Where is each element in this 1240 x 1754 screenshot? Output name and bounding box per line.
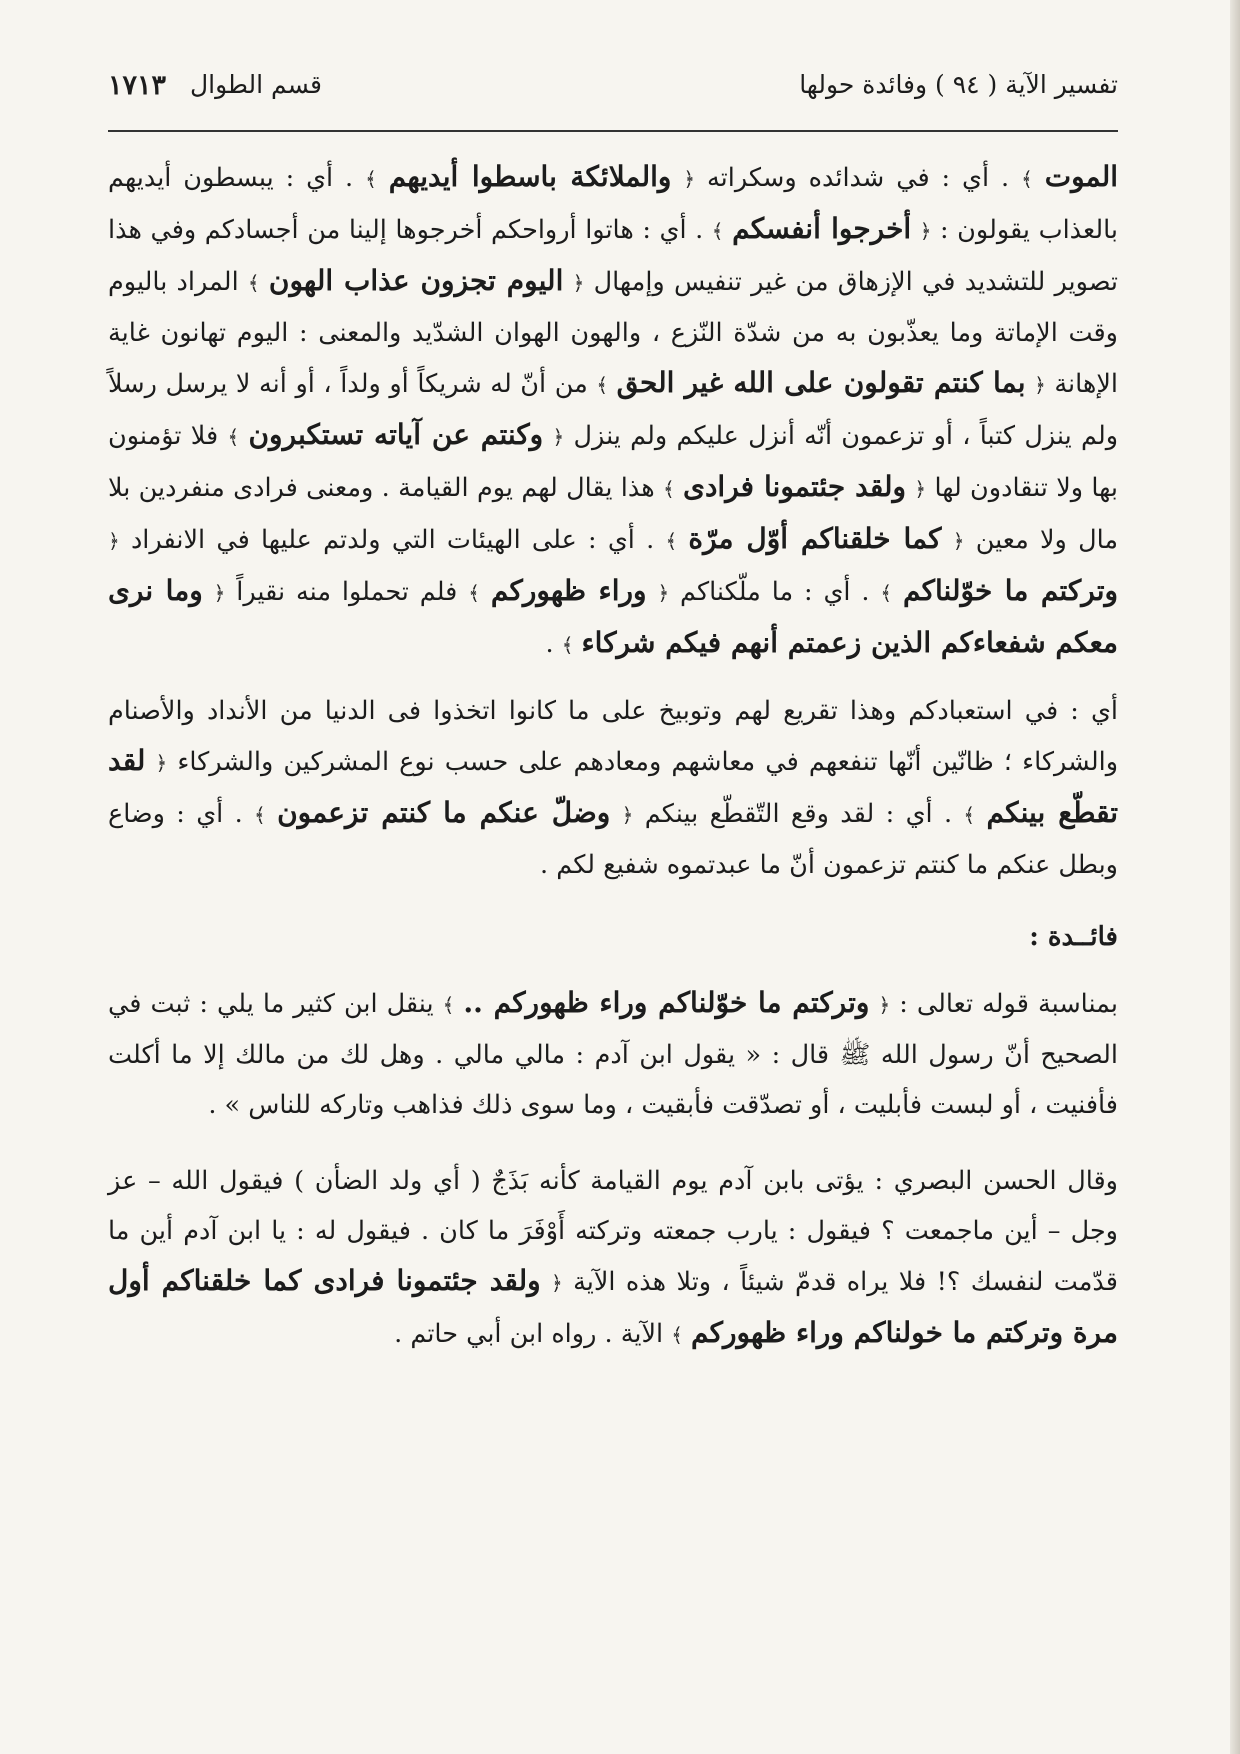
book-page (108, 70, 1118, 1360)
close-ornament: ﴾ (963, 803, 976, 827)
close-ornament: ﴾ (254, 803, 266, 827)
open-ornament: ﴿ (108, 529, 120, 553)
commentary-text: . أي : يبسطون أيديهم بالعذاب يقولون : (108, 163, 1118, 245)
header-title: تفسير الآية ( ٩٤ ) وفائدة حولها (799, 70, 1118, 99)
open-ornament: ﴿ (621, 803, 634, 827)
open-ornament: ﴿ (213, 581, 226, 605)
open-ornament: ﴿ (155, 751, 168, 775)
verse-quote: وضلّ عنكم ما كنتم تزعمون (277, 796, 611, 829)
verse-quote: بما كنتم تقولون على الله غير الحق (616, 366, 1026, 399)
open-ornament: ﴿ (657, 581, 670, 605)
open-ornament: ﴿ (914, 477, 927, 501)
commentary-text: فلا تؤمنون بها ولا تنقادون لها (108, 421, 1119, 503)
commentary-text: أي : في استعبادكم وهذا تقريع لهم وتوبيخ على ما كانوا اتخذوا فى الدنيا من الأنداد والأصنام والشركاء ؛ ظانّين أنّها تنفعهم في معاشهم ومعادهم على حسب نوع المشركين والشركاء (108, 696, 1119, 777)
close-ornament: ﴾ (468, 581, 480, 605)
open-ornament: ﴿ (572, 271, 585, 295)
close-ornament: ﴾ (596, 373, 609, 397)
commentary-text: فلم تحملوا منه نقيراً (236, 577, 458, 607)
page-number: ١٧١٣ (108, 70, 167, 101)
commentary-text: . أي : على الهيئات التي ولدتم عليها في الانفراد (130, 525, 655, 555)
verse-quote: وتركتم ما خوّلناكم وراء ظهوركم .. (463, 986, 870, 1019)
commentary-text: . أي : هاتوا أرواحكم أخرجوها إلينا من أجسادكم وفي هذا تصوير للتشديد في الإزهاق من غير تنفيس وإمهال (108, 215, 1119, 297)
header-section: قسم الطوال (190, 70, 322, 99)
header-rule (108, 130, 1118, 132)
commentary-text: وقال الحسن البصري : يؤتى بابن آدم يوم القيامة كأنه بَذَجٌ ( أي ولد الضأن ) فيقول الله – عز وجل – أين ماجمعت ؟ فيقول : يارب جمعته وتركته أَوْفَرَ ما كان . فيقول له : يا ابن آدم أين ما قدّمت لنفسك ؟! فلا يراه قدمّ شيئاً ، وتلا هذه الآية (108, 1166, 1118, 1297)
open-ornament: ﴿ (552, 425, 565, 449)
commentary-text: . أي : في شدائده وسكراته (707, 163, 1010, 193)
commentary-text: . أي : ما ملّكناكم (680, 577, 870, 607)
paragraph-4 (108, 1156, 1118, 1360)
verse-quote: كما خلقناكم أوّل مرّة (688, 522, 942, 555)
close-ornament: ﴾ (442, 993, 455, 1017)
commentary-text: من أنّ له شريكاً أو ولداً ، أو أنه لا يرسل رسلاً ولم ينزل كتباً ، أو تزعمون أنّه أنزل عليكم ولم ينزل (108, 369, 1119, 451)
close-ornament: ﴾ (665, 529, 678, 553)
verse-quote: وراء ظهوركم (490, 574, 647, 607)
close-ornament: ﴾ (711, 219, 724, 243)
close-ornament: ﴾ (663, 477, 675, 501)
verse-quote: أخرجوا أنفسكم (732, 212, 912, 245)
close-ornament: ﴾ (1021, 167, 1033, 191)
commentary-text: . أي : لقد وقع التّقطّع بينكم (644, 799, 953, 829)
open-ornament: ﴿ (551, 1271, 563, 1295)
header-title-group (799, 70, 1118, 99)
paragraph-2 (108, 686, 1118, 890)
verse-quote: وتركتم ما خوّلناكم (903, 574, 1119, 607)
header-section-group (108, 70, 322, 101)
open-ornament: ﴿ (878, 993, 891, 1017)
close-ornament: ﴾ (227, 425, 240, 449)
verse-quote: اليوم تجزون عذاب الهون (268, 264, 564, 297)
open-ornament: ﴿ (919, 219, 932, 243)
paragraph-3 (108, 978, 1118, 1130)
verse-quote: وكنتم عن آياته تستكبرون (248, 418, 544, 451)
close-ornament: ﴾ (880, 581, 893, 605)
verse-quote: وما نرى معكم شفعاءكم الذين زعمتم أنهم فيكم شركاء (108, 574, 1118, 659)
verse-quote: والملائكة باسطوا أيديهم (388, 160, 672, 193)
verse-quote: لقد تقطّع بينكم (108, 744, 1119, 829)
commentary-text: الآية . رواه ابن أبي حاتم . (394, 1319, 664, 1349)
open-ornament: ﴿ (683, 167, 696, 191)
close-ornament: ﴾ (365, 167, 377, 191)
verse-quote: الموت (1044, 160, 1119, 193)
commentary-text: . أي : وضاع وبطل عنكم ما كنتم تزعمون أنّ ما عبدتموه شفيع لكم . (108, 799, 1118, 880)
commentary-text: المراد باليوم وقت الإماتة وما يعذّبون به من شدّة النّزع ، والهون الهوان الشدّيد والمعنى : اليوم تهانون غاية الإهانة (108, 267, 1118, 399)
commentary-text: . (545, 629, 554, 659)
open-ornament: ﴿ (1034, 373, 1046, 397)
commentary-text: ينقل ابن كثير ما يلي : ثبت في الصحيح أنّ رسول الله ﷺ قال : « يقول ابن آدم : مالي مالي . وهل لك من مالك إلا ما أكلت فأفنيت ، أو لبست فأبليت ، أو تصدّقت فأبقيت ، وما سوى ذلك فذاهب وتاركه للناس » . (108, 989, 1118, 1120)
scan-edge-shadow (1230, 0, 1240, 1754)
close-ornament: ﴾ (561, 633, 574, 657)
commentary-text: بمناسبة قوله تعالى : (899, 989, 1118, 1019)
open-ornament: ﴿ (952, 529, 965, 553)
paragraph-1 (108, 152, 1118, 670)
close-ornament: ﴾ (671, 1323, 683, 1347)
verse-quote: ولقد جئتمونا فرادى (683, 470, 907, 503)
verse-quote: ولقد جئتمونا فرادى كما خلقناكم أول مرة وتركتم ما خولناكم وراء ظهوركم (108, 1264, 1118, 1349)
commentary-text: هذا يقال لهم يوم القيامة . ومعنى فرادى منفردين بلا مال ولا معين (108, 473, 1119, 555)
section-heading: فائــدة : (1029, 922, 1118, 952)
running-header (108, 70, 1118, 122)
close-ornament: ﴾ (247, 271, 260, 295)
